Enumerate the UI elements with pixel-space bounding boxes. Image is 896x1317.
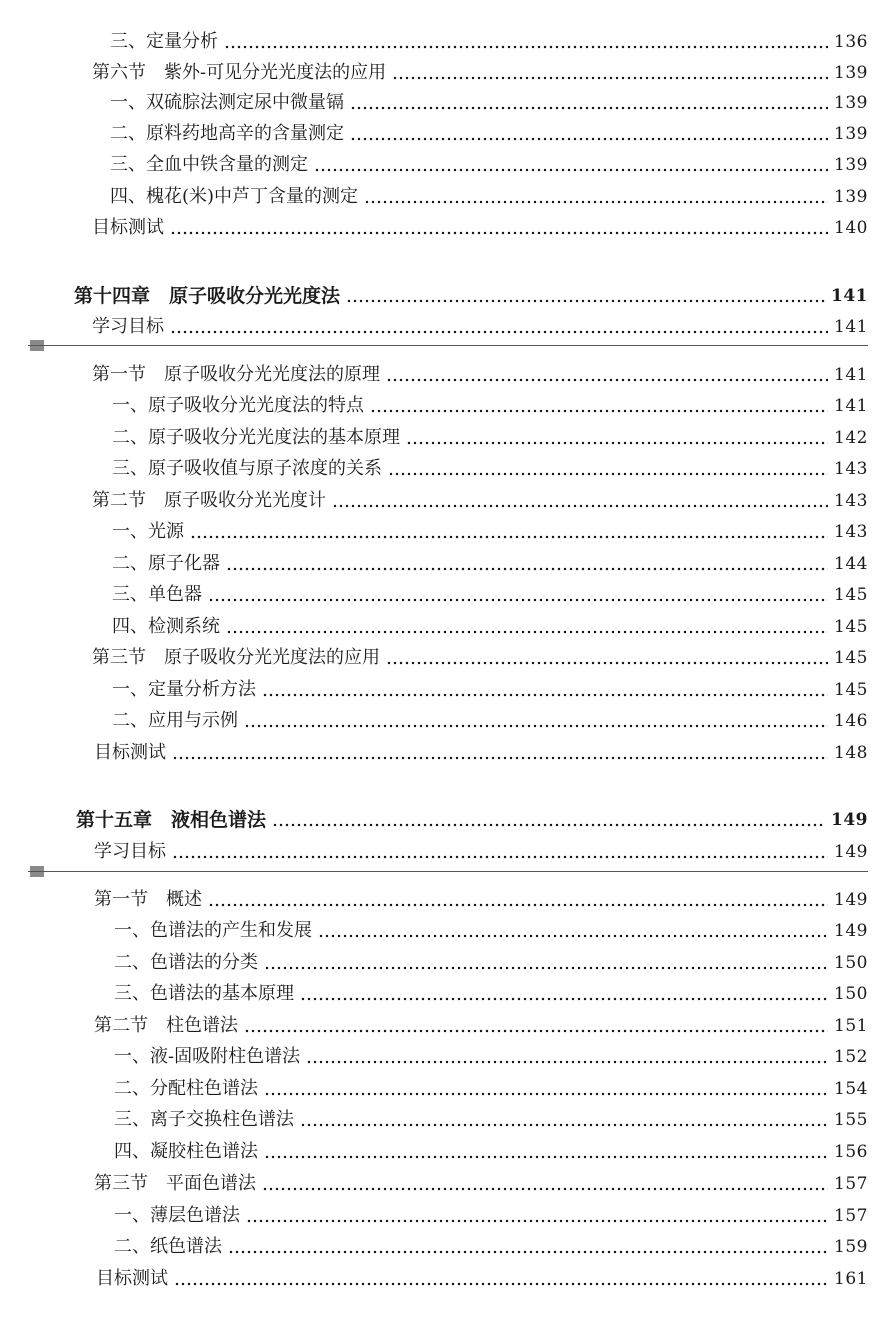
toc-entry (114, 916, 868, 946)
entry-title: 三、单色器 (112, 584, 202, 605)
entry-title: 四、凝胶柱色谱法 (114, 1141, 258, 1162)
page-number: 146 (834, 711, 868, 731)
toc-entry (96, 1264, 868, 1294)
entry-title: 一、薄层色谱法 (114, 1205, 240, 1226)
entry-title: 学习目标 (94, 841, 166, 862)
toc-entry (110, 150, 868, 180)
entry-title: 三、原子吸收值与原子浓度的关系 (112, 458, 382, 479)
page-number: 136 (834, 32, 868, 52)
dot-leader (318, 916, 828, 946)
page-number: 148 (834, 743, 868, 763)
toc-entry (114, 1201, 868, 1231)
page-number: 149 (831, 810, 868, 830)
toc-entry (112, 423, 868, 453)
page-number: 143 (834, 459, 868, 479)
page-number: 156 (834, 1142, 868, 1162)
toc-entry (114, 1074, 868, 1104)
page-number: 157 (834, 1206, 868, 1226)
toc-entry (112, 549, 868, 579)
page-number: 145 (834, 617, 868, 637)
page-number: 150 (834, 984, 868, 1004)
toc-entry (110, 88, 868, 118)
toc-entry (112, 391, 868, 421)
section-divider (28, 345, 868, 346)
toc-entry (112, 454, 868, 484)
page-number: 159 (834, 1237, 868, 1257)
dot-leader (332, 486, 828, 516)
page-number: 139 (834, 93, 868, 113)
dot-leader (346, 281, 825, 311)
page-number: 151 (834, 1016, 868, 1036)
dot-leader (306, 1042, 828, 1072)
toc-entry (114, 948, 868, 978)
entry-title: 三、离子交换柱色谱法 (114, 1109, 294, 1130)
dot-leader (262, 675, 828, 705)
toc-entry (114, 1105, 868, 1135)
page-number: 145 (834, 648, 868, 668)
entry-title: 目标测试 (96, 1268, 168, 1289)
entry-title: 第二节 柱色谱法 (94, 1015, 238, 1036)
entry-title: 二、原料药地高辛的含量测定 (110, 123, 344, 144)
dot-leader (228, 1232, 828, 1262)
entry-title: 四、槐花(米)中芦丁含量的测定 (110, 186, 359, 207)
toc-entry (112, 580, 868, 610)
entry-title: 第三节 平面色谱法 (94, 1173, 256, 1194)
page-number: 144 (834, 554, 868, 574)
dot-leader (244, 1011, 828, 1041)
entry-title: 学习目标 (92, 316, 164, 337)
dot-leader (244, 706, 828, 736)
chapter-title: 第十五章 液相色谱法 (76, 809, 267, 831)
entry-title: 二、色谱法的分类 (114, 952, 258, 973)
toc-entry (94, 738, 868, 768)
page-number: 149 (834, 921, 868, 941)
toc-entry (114, 1232, 868, 1262)
toc-entry (114, 979, 868, 1009)
page-number: 140 (834, 218, 868, 238)
toc-entry (92, 58, 868, 88)
page-number: 149 (834, 890, 868, 910)
entry-title: 四、检测系统 (112, 616, 220, 637)
dot-leader (172, 738, 828, 768)
dot-leader (208, 580, 828, 610)
dot-leader (364, 182, 828, 212)
entry-title: 第二节 原子吸收分光光度计 (92, 490, 326, 511)
entry-title: 三、定量分析 (110, 31, 218, 52)
page-number: 149 (834, 842, 868, 862)
toc-entry (110, 119, 868, 149)
entry-title: 一、原子吸收分光光度法的特点 (112, 395, 364, 416)
page-number: 157 (834, 1174, 868, 1194)
dot-leader (224, 27, 828, 57)
toc-entry (112, 675, 868, 705)
dot-leader (264, 1074, 828, 1104)
dot-leader (170, 213, 828, 243)
dot-leader (264, 948, 828, 978)
entry-title: 第三节 原子吸收分光光度法的应用 (92, 647, 380, 668)
entry-title: 第一节 原子吸收分光光度法的原理 (92, 364, 380, 385)
page-number: 141 (831, 286, 868, 306)
toc-entry (114, 1042, 868, 1072)
entry-title: 一、光源 (112, 521, 184, 542)
dot-leader (170, 312, 828, 342)
section-divider (28, 871, 868, 872)
entry-title: 三、全血中铁含量的测定 (110, 154, 308, 175)
toc-entry (114, 1137, 868, 1167)
entry-title: 一、色谱法的产生和发展 (114, 920, 312, 941)
dot-leader (370, 391, 828, 421)
toc-entry (110, 182, 868, 212)
dot-leader (300, 979, 828, 1009)
toc-entry (112, 612, 868, 642)
dot-leader (190, 517, 828, 547)
toc-entry (112, 706, 868, 736)
page-number: 150 (834, 953, 868, 973)
toc-entry (92, 360, 868, 390)
page-number: 139 (834, 124, 868, 144)
page-number: 139 (834, 187, 868, 207)
page-number: 145 (834, 585, 868, 605)
entry-title: 目标测试 (94, 742, 166, 763)
page-number: 139 (834, 63, 868, 83)
chapter-title: 第十四章 原子吸收分光光度法 (74, 285, 341, 307)
dot-leader (350, 119, 828, 149)
dot-leader (314, 150, 828, 180)
entry-title: 一、液-固吸附柱色谱法 (114, 1046, 301, 1067)
dot-leader (300, 1105, 828, 1135)
dot-leader (226, 612, 828, 642)
dot-leader (406, 423, 828, 453)
page-number: 154 (834, 1079, 868, 1099)
dot-leader (246, 1201, 828, 1231)
entry-title: 目标测试 (92, 217, 164, 238)
dot-leader (350, 88, 828, 118)
dot-leader (388, 454, 828, 484)
toc-entry (110, 27, 868, 57)
dot-leader (174, 1264, 828, 1294)
entry-title: 二、分配柱色谱法 (114, 1078, 258, 1099)
toc-entry (94, 837, 868, 867)
page-number: 139 (834, 155, 868, 175)
page-number: 142 (834, 428, 868, 448)
page-number: 141 (834, 396, 868, 416)
dot-leader (386, 360, 828, 390)
toc-entry (92, 312, 868, 342)
chapter-heading (76, 805, 868, 835)
entry-title: 二、纸色谱法 (114, 1236, 222, 1257)
dot-leader (272, 805, 825, 835)
entry-title: 一、双硫腙法测定尿中微量镉 (110, 92, 344, 113)
page-number: 141 (834, 317, 868, 337)
entry-title: 第六节 紫外-可见分光光度法的应用 (92, 62, 387, 83)
dot-leader (264, 1137, 828, 1167)
dot-leader (172, 837, 828, 867)
toc-entry (92, 643, 868, 673)
chapter-heading (74, 281, 868, 311)
page-number: 143 (834, 522, 868, 542)
toc-entry (92, 486, 868, 516)
dot-leader (392, 58, 828, 88)
entry-title: 二、应用与示例 (112, 710, 238, 731)
entry-title: 二、原子吸收分光光度法的基本原理 (112, 427, 400, 448)
dot-leader (208, 885, 828, 915)
entry-title: 第一节 概述 (94, 889, 202, 910)
page-number: 152 (834, 1047, 868, 1067)
dot-leader (262, 1169, 828, 1199)
toc-entry (92, 213, 868, 243)
page-number: 141 (834, 365, 868, 385)
entry-title: 三、色谱法的基本原理 (114, 983, 294, 1004)
page-number: 161 (834, 1269, 868, 1289)
entry-title: 一、定量分析方法 (112, 679, 256, 700)
toc-entry (94, 1169, 868, 1199)
page-number: 143 (834, 491, 868, 511)
page-number: 145 (834, 680, 868, 700)
entry-title: 二、原子化器 (112, 553, 220, 574)
dot-leader (386, 643, 828, 673)
page-number: 155 (834, 1110, 868, 1130)
dot-leader (226, 549, 828, 579)
toc-entry (94, 1011, 868, 1041)
toc-entry (112, 517, 868, 547)
toc-entry (94, 885, 868, 915)
